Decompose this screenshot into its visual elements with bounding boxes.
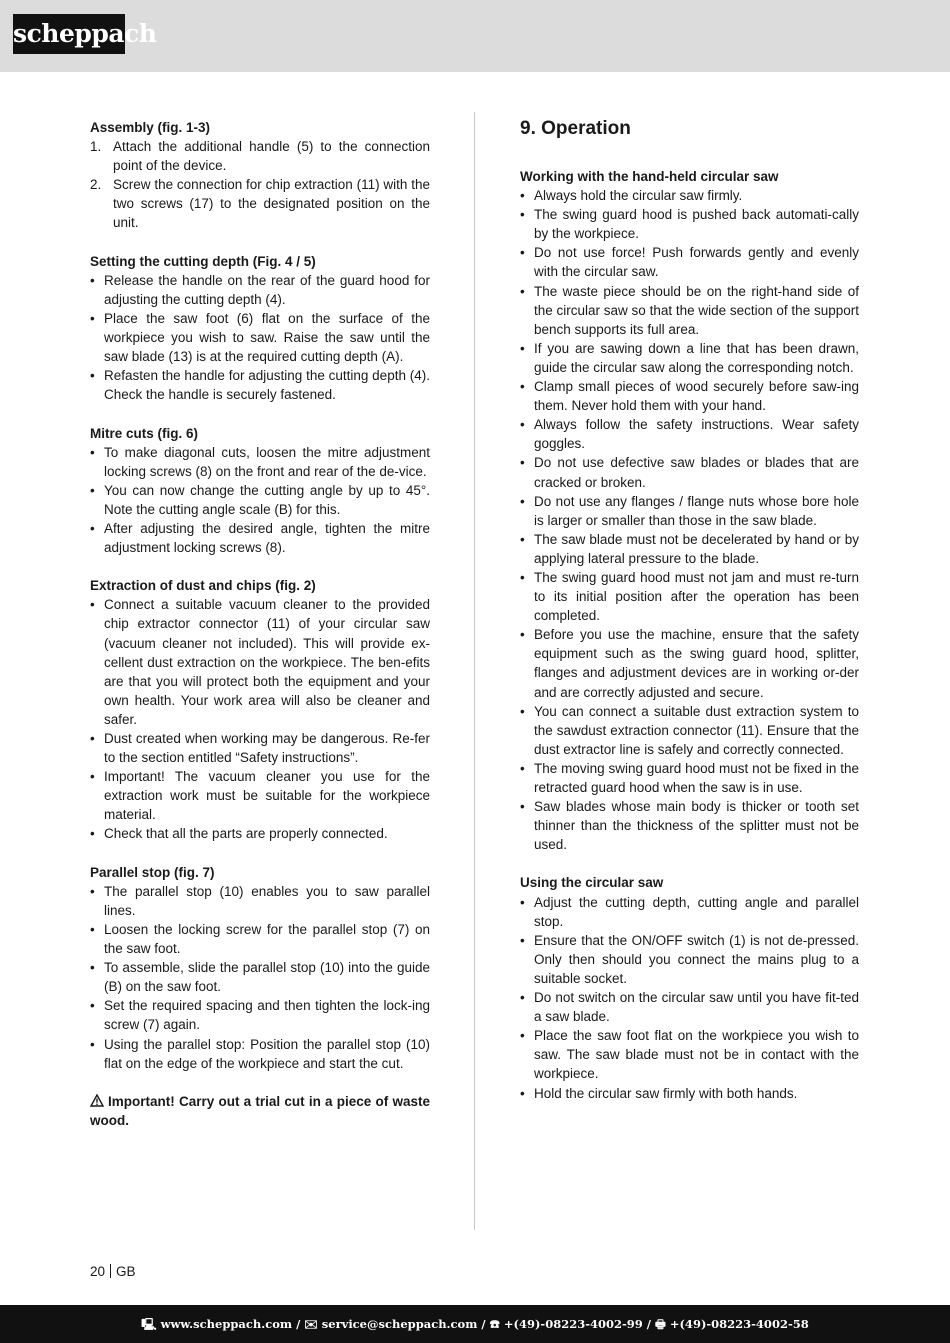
list-item: • Do not use force! Push forwards gently and evenly with the circular saw. (520, 243, 859, 281)
computer-icon: 🖳 (141, 1317, 157, 1331)
section-hand-held-saw (520, 167, 859, 854)
fax-number: +(49)-08223-4002-58 (669, 1317, 809, 1331)
warning-triangle-icon (90, 1094, 104, 1107)
phone-icon: ☎ (489, 1317, 500, 1331)
list-item: • Refasten the handle for adjusting the cutting depth (4). Check the handle is securely fastened. (90, 366, 430, 404)
bullet-list (90, 882, 430, 1073)
list-item: • Dust created when working may be dangerous. Re-fer to the section entitled “Safety instructions”. (90, 729, 430, 767)
section-assembly (90, 118, 430, 233)
section-cutting-depth (90, 252, 430, 405)
list-item: • Using the parallel stop: Position the parallel stop (10) flat on the edge of the workpiece and start the cut. (90, 1035, 430, 1073)
list-item: • Before you use the machine, ensure that the safety equipment such as the swing guard hood, splitter, flanges and adjustment devices are in working or-der and are correctly adjusted and secure. (520, 625, 859, 701)
section-heading: Working with the hand-held circular saw (520, 169, 779, 184)
list-item: • Do not use any flanges / flange nuts whose bore hole is larger or smaller than those in the saw blade. (520, 492, 859, 530)
section-parallel-stop (90, 863, 430, 1073)
list-item: • The parallel stop (10) enables you to saw parallel lines. (90, 882, 430, 920)
contact-bar: 🖳 www.scheppach.com / ✉ service@scheppach.com / ☎ +(49)-08223-4002-99 / 🖶 +(49)-08223-4002-58 (0, 1305, 950, 1343)
list-item: • The swing guard hood must not jam and must re-turn to its initial position after the operation has been completed. (520, 568, 859, 625)
numbered-list (90, 137, 430, 232)
section-mitre-cuts (90, 424, 430, 558)
section-using-saw (520, 873, 859, 1102)
list-item: • Always follow the safety instructions. Wear safety goggles. (520, 415, 859, 453)
item-text: Screw the connection for chip extraction (11) with the two screws (17) to the designated position on the unit. (113, 177, 430, 231)
section-heading: Setting the cutting depth (Fig. 4 / 5) (90, 253, 316, 269)
footer-separator (110, 1264, 111, 1278)
scheppach-logo: scheppach (13, 14, 125, 54)
item-number: 2. (90, 177, 102, 193)
list-item: • Saw blades whose main body is thicker or tooth set thinner than the thickness of the splitter must not be used. (520, 797, 859, 854)
list-item: • Hold the circular saw firmly with both hands. (520, 1084, 859, 1103)
list-item: • Place the saw foot flat on the workpiece you wish to saw. The saw blade must not be in contact with the workpiece. (520, 1026, 859, 1083)
list-item: • Ensure that the ON/OFF switch (1) is not de-pressed. Only then should you connect the mains plug to a suitable socket. (520, 931, 859, 988)
item-text: Attach the additional handle (5) to the connection point of the device. (113, 139, 430, 174)
list-item: • To assemble, slide the parallel stop (10) into the guide (B) on the saw foot. (90, 958, 430, 996)
list-item: • To make diagonal cuts, loosen the mitre adjustment locking screws (8) on the front and rear of the de-vice. (90, 443, 430, 481)
page-number: 20 (90, 1264, 106, 1279)
list-item: • Release the handle on the rear of the guard hood for adjusting the cutting depth (4). (90, 271, 430, 309)
list-item: • After adjusting the desired angle, tighten the mitre adjustment locking screws (8). (90, 519, 430, 557)
section-heading: Extraction of dust and chips (fig. 2) (90, 578, 316, 594)
chapter-title: 9. Operation (520, 118, 631, 139)
section-heading: Parallel stop (fig. 7) (90, 864, 215, 880)
list-item: • Always hold the circular saw firmly. (520, 186, 859, 205)
list-item: • Place the saw foot (6) flat on the surface of the workpiece you wish to saw. Raise the saw until the saw blade (13) is at the required cutting depth (A). (90, 309, 430, 366)
list-item: • Set the required spacing and then tighten the lock-ing screw (7) again. (90, 996, 430, 1034)
bullet-list (90, 271, 430, 405)
list-item: • Check that all the parts are properly connected. (90, 824, 430, 843)
list-item: • If you are sawing down a line that has been drawn, guide the circular saw along the corresponding notch. (520, 339, 859, 377)
item-number: 1. (90, 139, 102, 155)
list-item: • You can now change the cutting angle by up to 45°. Note the cutting angle scale (B) for this. (90, 481, 430, 519)
list-item: • The waste piece should be on the right-hand side of the circular saw so that the wide section of the support bench supports its full area. (520, 282, 859, 339)
list-item: • Do not switch on the circular saw until you have fit-ted a saw blade. (520, 988, 859, 1026)
fax-icon: 🖶 (654, 1317, 666, 1331)
phone-number: +(49)-08223-4002-99 (503, 1317, 643, 1331)
bullet-list (520, 893, 859, 1103)
email-link[interactable]: service@scheppach.com (321, 1317, 478, 1331)
column-divider (474, 112, 475, 1230)
list-item (90, 175, 430, 232)
list-item: • Connect a suitable vacuum cleaner to the provided chip extractor connector (11) of your circular saw (vacuum cleaner not included). This will provide ex-cellent dust extraction on the workpiece. The ben-efits are that you will protect both the equipment and your own health. Your work area will also be cleaner and safer. (90, 595, 430, 729)
section-heading: Using the circular saw (520, 875, 664, 891)
website-link[interactable]: www.scheppach.com (160, 1317, 293, 1331)
left-column (90, 118, 430, 1130)
list-item: • You can connect a suitable dust extraction system to the sawdust extraction connector (11). Ensure that the dust extractor line is safely and correctly connected. (520, 702, 859, 759)
right-column (520, 118, 859, 1122)
bullet-list (90, 443, 430, 558)
list-item: • The saw blade must not be decelerated by hand or by applying lateral pressure to the blade. (520, 530, 859, 568)
bullet-list (90, 595, 430, 843)
list-item: • Adjust the cutting depth, cutting angle and parallel stop. (520, 893, 859, 931)
list-item: • The swing guard hood is pushed back automati-cally by the workpiece. (520, 205, 859, 243)
list-item: • Do not use defective saw blades or blades that are cracked or broken. (520, 453, 859, 491)
list-item (90, 137, 430, 175)
section-heading: Mitre cuts (fig. 6) (90, 425, 199, 441)
list-item: • The moving swing guard hood must not be fixed in the retracted guard hood when the saw is in use. (520, 759, 859, 797)
header-bar (0, 0, 950, 72)
list-item: • Clamp small pieces of wood securely before saw-ing them. Never hold them with your hand. (520, 377, 859, 415)
page-footer (90, 1264, 136, 1279)
list-item: • Loosen the locking screw for the parallel stop (7) on the saw foot. (90, 920, 430, 958)
language-code: GB (116, 1264, 136, 1279)
section-dust-extraction (90, 576, 430, 843)
section-heading: Assembly (fig. 1-3) (90, 120, 211, 135)
warning-text: Important! Carry out a trial cut in a piece of waste wood. (90, 1093, 430, 1128)
list-item: • Important! The vacuum cleaner you use for the extraction work must be suitable for the workpiece material. (90, 767, 430, 824)
mail-icon: ✉ (304, 1317, 318, 1331)
bullet-list (520, 186, 859, 854)
warning-note (90, 1092, 430, 1130)
